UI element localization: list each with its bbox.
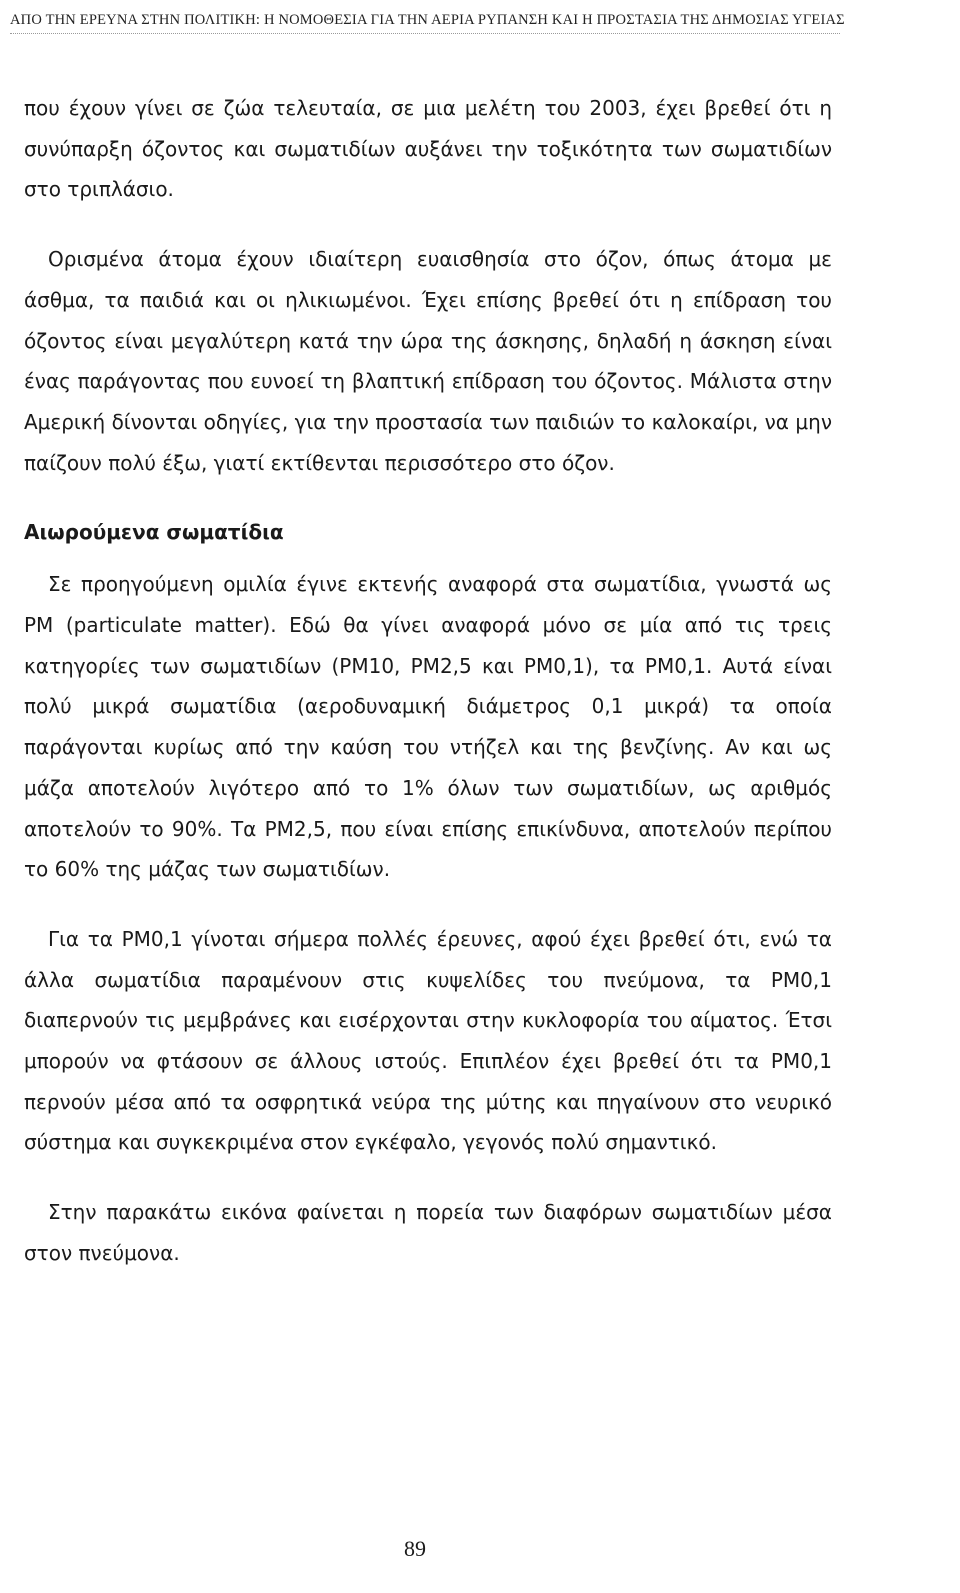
section-heading: Αιωρούμενα σωματίδια [24, 520, 284, 545]
paragraph-continuation: που έχουν γίνει σε ζώα τελευταία, σε μια μελέτη του 2003, έχει βρεθεί ότι η συνύπαρξη όζοντος και σωματιδίων αυξάνει την τοξικότητα των σωματιδίων στο τριπλάσιο. [24, 96, 832, 202]
paragraph-particulate-matter: Σε προηγούμενη ομιλία έγινε εκτενής αναφορά στα σωματίδια, γνωστά ως PM (particulate matter). Εδώ θα γίνει αναφορά μόνο σε μία από τις τρεις κατηγορίες των σωματιδίων (PM10, PM2,5 και PM0,1), τα PM0,1. Αυτά είναι πολύ μικρά σωματίδια (αεροδυναμική διάμετρος 0,1 μικρά) τα οποία παράγονται κυρίως από την καύση του ντήζελ και της βενζίνης. Αν και ως μάζα αποτελούν λιγότερο από το 1% όλων των σωματιδίων, ως αριθμός αποτελούν το 90%. Τα PM2,5, που είναι επίσης επικίνδυνα, αποτελούν περίπου το 60% της μάζας των σωματιδίων. [24, 572, 832, 882]
paragraph-pm01-research: Για τα PM0,1 γίνοται σήμερα πολλές έρευνες, αφού έχει βρεθεί ότι, ενώ τα άλλα σωματίδια παραμένουν στις κυψελίδες του πνεύμονα, τα PM0,1 διαπερνούν τις μεμβράνες και εισέρχονται στην κυκλοφορία του αίματος. Έτσι μπορούν να φτάσουν σε άλλους ιστούς. Επιπλέον έχει βρεθεί ότι τα PM0,1 περνούν μέσα από τα οσφρητικά νεύρα της μύτης και πηγαίνουν στο νευρικό σύστημα και συγκεκριμένα στον εγκέφαλο, γεγονός πολύ σημαντικό. [24, 926, 832, 1155]
paragraph-ozone-sensitivity: Ορισμένα άτομα έχουν ιδιαίτερη ευαισθησία στο όζον, όπως άτομα με άσθμα, τα παιδιά και οι ηλικιωμένοι. Έχει επίσης βρεθεί ότι η επίδραση του όζοντος είναι μεγαλύτερη κατά την ώρα της άσκησης, δηλαδή η άσκηση είναι ένας παράγοντας που ευνοεί τη βλαπτική επίδραση του όζοντος. Μάλιστα στην Αμερική δίνονται οδηγίες, για την προστασία των παιδιών το καλοκαίρι, να μην παίζουν πολύ έξω, γιατί εκτίθενται περισσότερο στο όζον. [24, 247, 832, 475]
paragraph-figure-reference: Στην παρακάτω εικόνα φαίνεται η πορεία των διαφόρων σωματιδίων μέσα στον πνεύμονα. [24, 1200, 832, 1265]
header-divider [10, 33, 840, 34]
page-number: 89 [404, 1536, 426, 1561]
document-body [24, 88, 832, 1274]
running-header: ΑΠΟ ΤΗΝ ΕΡΕΥΝΑ ΣΤΗΝ ΠΟΛΙΤΙΚΗ: Η ΝΟΜΟΘΕΣΙΑ ΓΙΑ ΤΗΝ ΑΕΡΙΑ ΡΥΠΑΝΣΗ ΚΑΙ Η ΠΡΟΣΤΑΣΙΑ ΤΗΣ ΔΗΜΟΣΙΑΣ ΥΓΕΙΑΣ [10, 12, 845, 28]
